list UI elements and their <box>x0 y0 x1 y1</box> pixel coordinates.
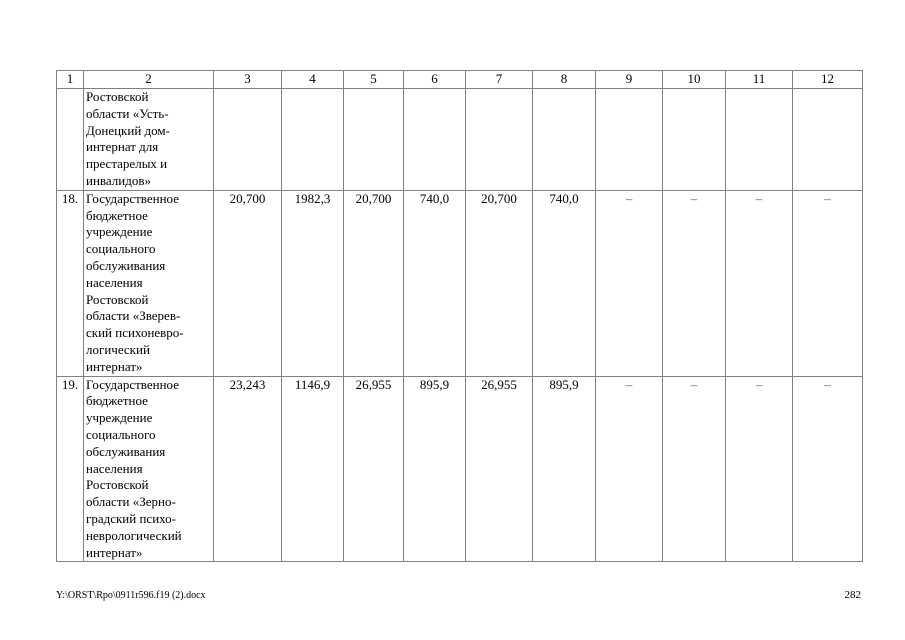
column-header: 10 <box>663 71 726 89</box>
cell-value: 20,700 <box>344 190 404 376</box>
cell-value <box>282 89 344 191</box>
cell-value: 26,955 <box>344 376 404 562</box>
cell-value: 20,700 <box>466 190 533 376</box>
column-header: 6 <box>404 71 466 89</box>
institution-name: Государственное бюджетное учреждение социального обслуживания населения Ростовской области «Зерно- градский психо- неврологический интернат» <box>84 376 214 562</box>
cell-value <box>726 89 793 191</box>
cell-value: 1982,3 <box>282 190 344 376</box>
cell-value <box>596 89 663 191</box>
cell-value: – <box>596 190 663 376</box>
institution-name: Государственное бюджетное учреждение социального обслуживания населения Ростовской области «Зверев- ский психоневро- логический интернат» <box>84 190 214 376</box>
column-header: 8 <box>533 71 596 89</box>
cell-value <box>533 89 596 191</box>
cell-value: – <box>793 376 863 562</box>
cell-value: 23,243 <box>214 376 282 562</box>
cell-value: – <box>596 376 663 562</box>
cell-value: 740,0 <box>533 190 596 376</box>
cell-value: 20,700 <box>214 190 282 376</box>
cell-value: – <box>726 190 793 376</box>
cell-value: – <box>663 376 726 562</box>
cell-value <box>793 89 863 191</box>
column-header: 3 <box>214 71 282 89</box>
row-number: 18. <box>57 190 84 376</box>
cell-value <box>663 89 726 191</box>
column-header: 9 <box>596 71 663 89</box>
row-number: 19. <box>57 376 84 562</box>
cell-value <box>466 89 533 191</box>
footer-file-path: Y:\ORST\Rpo\0911r596.f19 (2).docx <box>56 590 206 601</box>
cell-value <box>344 89 404 191</box>
column-header: 11 <box>726 71 793 89</box>
cell-value: 1146,9 <box>282 376 344 562</box>
table-row <box>57 89 863 191</box>
institution-name: Ростовской области «Усть- Донецкий дом- интернат для престарелых и инвалидов» <box>84 89 214 191</box>
column-header: 4 <box>282 71 344 89</box>
cell-value: 895,9 <box>404 376 466 562</box>
row-number <box>57 89 84 191</box>
header-row <box>57 71 863 89</box>
table-row <box>57 190 863 376</box>
cell-value: 740,0 <box>404 190 466 376</box>
column-header: 5 <box>344 71 404 89</box>
cell-value: – <box>663 190 726 376</box>
column-header: 12 <box>793 71 863 89</box>
cell-value <box>404 89 466 191</box>
data-table <box>56 70 863 562</box>
footer-page-number: 282 <box>844 589 861 601</box>
cell-value: 895,9 <box>533 376 596 562</box>
column-header: 2 <box>84 71 214 89</box>
column-header: 7 <box>466 71 533 89</box>
column-header: 1 <box>57 71 84 89</box>
cell-value <box>214 89 282 191</box>
table-row <box>57 376 863 562</box>
cell-value: 26,955 <box>466 376 533 562</box>
cell-value: – <box>793 190 863 376</box>
cell-value: – <box>726 376 793 562</box>
